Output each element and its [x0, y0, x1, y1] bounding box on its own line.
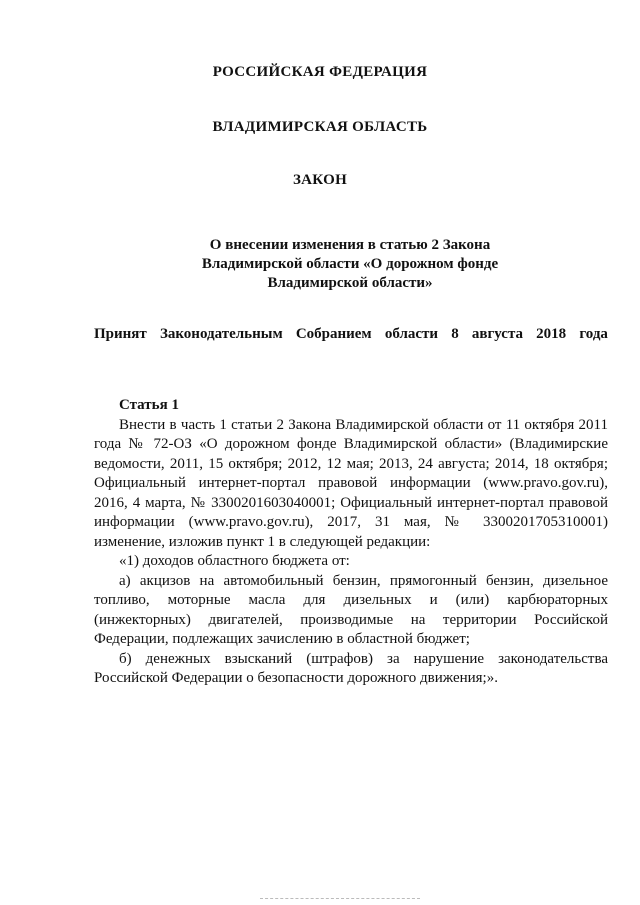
- law-subject-title: [180, 236, 520, 293]
- region-heading: ВЛАДИМИРСКАЯ ОБЛАСТЬ: [212, 119, 428, 135]
- adoption-word: Собранием: [295, 326, 372, 342]
- adoption-word: августа: [471, 326, 524, 342]
- article-title: Статья 1: [119, 397, 179, 413]
- doc-type-heading: ЗАКОН: [292, 172, 348, 188]
- article-body: [94, 396, 608, 689]
- adoption-word: Законодательным: [159, 326, 283, 342]
- article-paragraph: «1) доходов областного бюджета от:: [119, 553, 350, 569]
- page-bottom-edge: [260, 898, 420, 899]
- adoption-word: 2018: [536, 326, 567, 342]
- adoption-word: года: [579, 326, 608, 342]
- adoption-word: области: [384, 326, 439, 342]
- article-paragraph: Внести в часть 1 статьи 2 Закона Владимирской области от 11 октября 2011 года № 72-ОЗ «О дорожном фонде Владимирской области» (Владимирские ведомости, 2011, 15 октября; 2012, 12 мая; 2013, 24 августа; 2014, 18 октября; Официальный интернет-портал правовой информации (www.pravo.gov.ru), 2016, 4 марта, № 3300201603040001; Официальный интернет-портал правовой информации (www.pravo.gov.ru), 2017, 31 мая, № 3300201705310001) изменение, изложив пункт 1 в следующей редакции:: [94, 416, 608, 550]
- article-paragraph: а) акцизов на автомобильный бензин, прямогонный бензин, дизельное топливо, моторные масла для дизельных и (или) карбюраторных (инжекторных) двигателей, производимые на территории Российской Федерации, подлежащих зачислению в областной бюджет;: [94, 572, 608, 647]
- subject-line: Владимирской области»: [267, 275, 433, 291]
- article-paragraph: б) денежных взысканий (штрафов) за нарушение законодательства Российской Федерации о безопасности дорожного движения;».: [94, 650, 608, 686]
- adoption-line: [94, 326, 608, 343]
- country-heading: РОССИЙСКАЯ ФЕДЕРАЦИЯ: [212, 64, 428, 80]
- subject-line: Владимирской области «О дорожном фонде: [201, 256, 499, 272]
- adoption-word: Принят: [94, 326, 147, 342]
- subject-line: О внесении изменения в статью 2 Закона: [209, 237, 491, 253]
- adoption-word: 8: [451, 326, 459, 342]
